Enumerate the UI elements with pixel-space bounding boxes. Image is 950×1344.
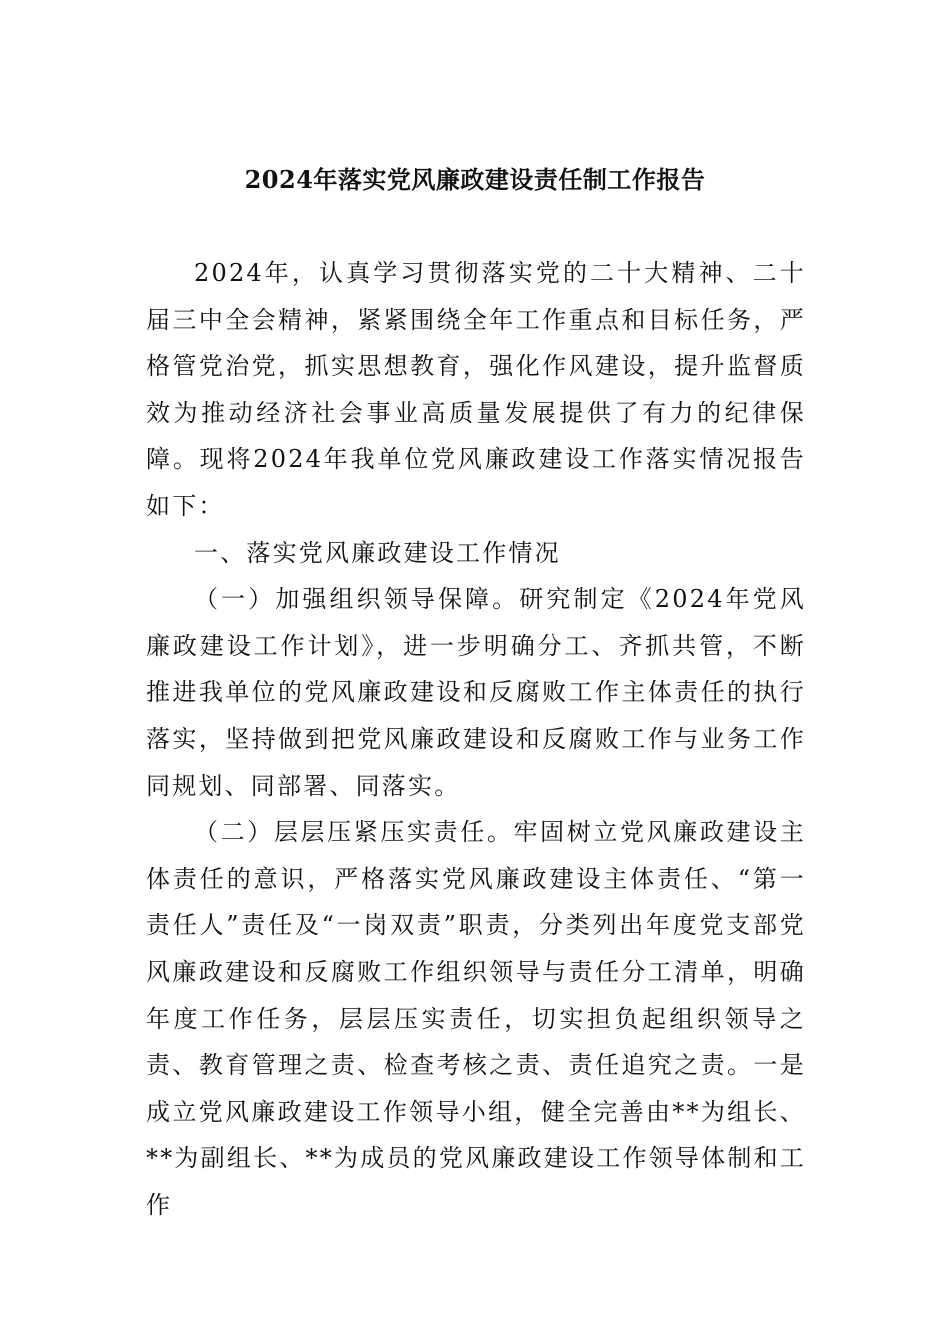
intro-paragraph: 2024年，认真学习贯彻落实党的二十大精神、二十届三中全会精神，紧紧围绕全年工作重点和目标任务，严格管党治党，抓实思想教育，强化作风建设，提升监督质效为推动经济社会事业高质量发展提供了有力的纪律保障。现将2024年我单位党风廉政建设工作落实情况报告如下：	[146, 259, 806, 520]
document-body	[146, 250, 806, 1228]
document-title: 2024年落实党风廉政建设责任制工作报告	[244, 165, 706, 194]
subsection-paragraph-1: （一）加强组织领导保障。研究制定《2024年党风廉政建设工作计划》，进一步明确分工、齐抓共管，不断推进我单位的党风廉政建设和反腐败工作主体责任的执行落实，坚持做到把党风廉政建设和反腐败工作与业务工作同规划、同部署、同落实。	[146, 585, 806, 800]
section-heading-1: 一、落实党风廉政建设工作情况	[194, 538, 561, 567]
subsection-paragraph-2: （二）层层压紧压实责任。牢固树立党风廉政建设主体责任的意识，严格落实党风廉政建设主体责任、“第一责任人”责任及“一岗双责”职责，分类列出年度党支部党风廉政建设和反腐败工作组织领导与责任分工清单，明确年度工作任务，层层压实责任，切实担负起组织领导之责、教育管理之责、检查考核之责、责任追究之责。一是成立党风廉政建设工作领导小组，健全完善由**为组长、**为副组长、**为成员的党风廉政建设工作领导体制和工作	[146, 818, 806, 1219]
